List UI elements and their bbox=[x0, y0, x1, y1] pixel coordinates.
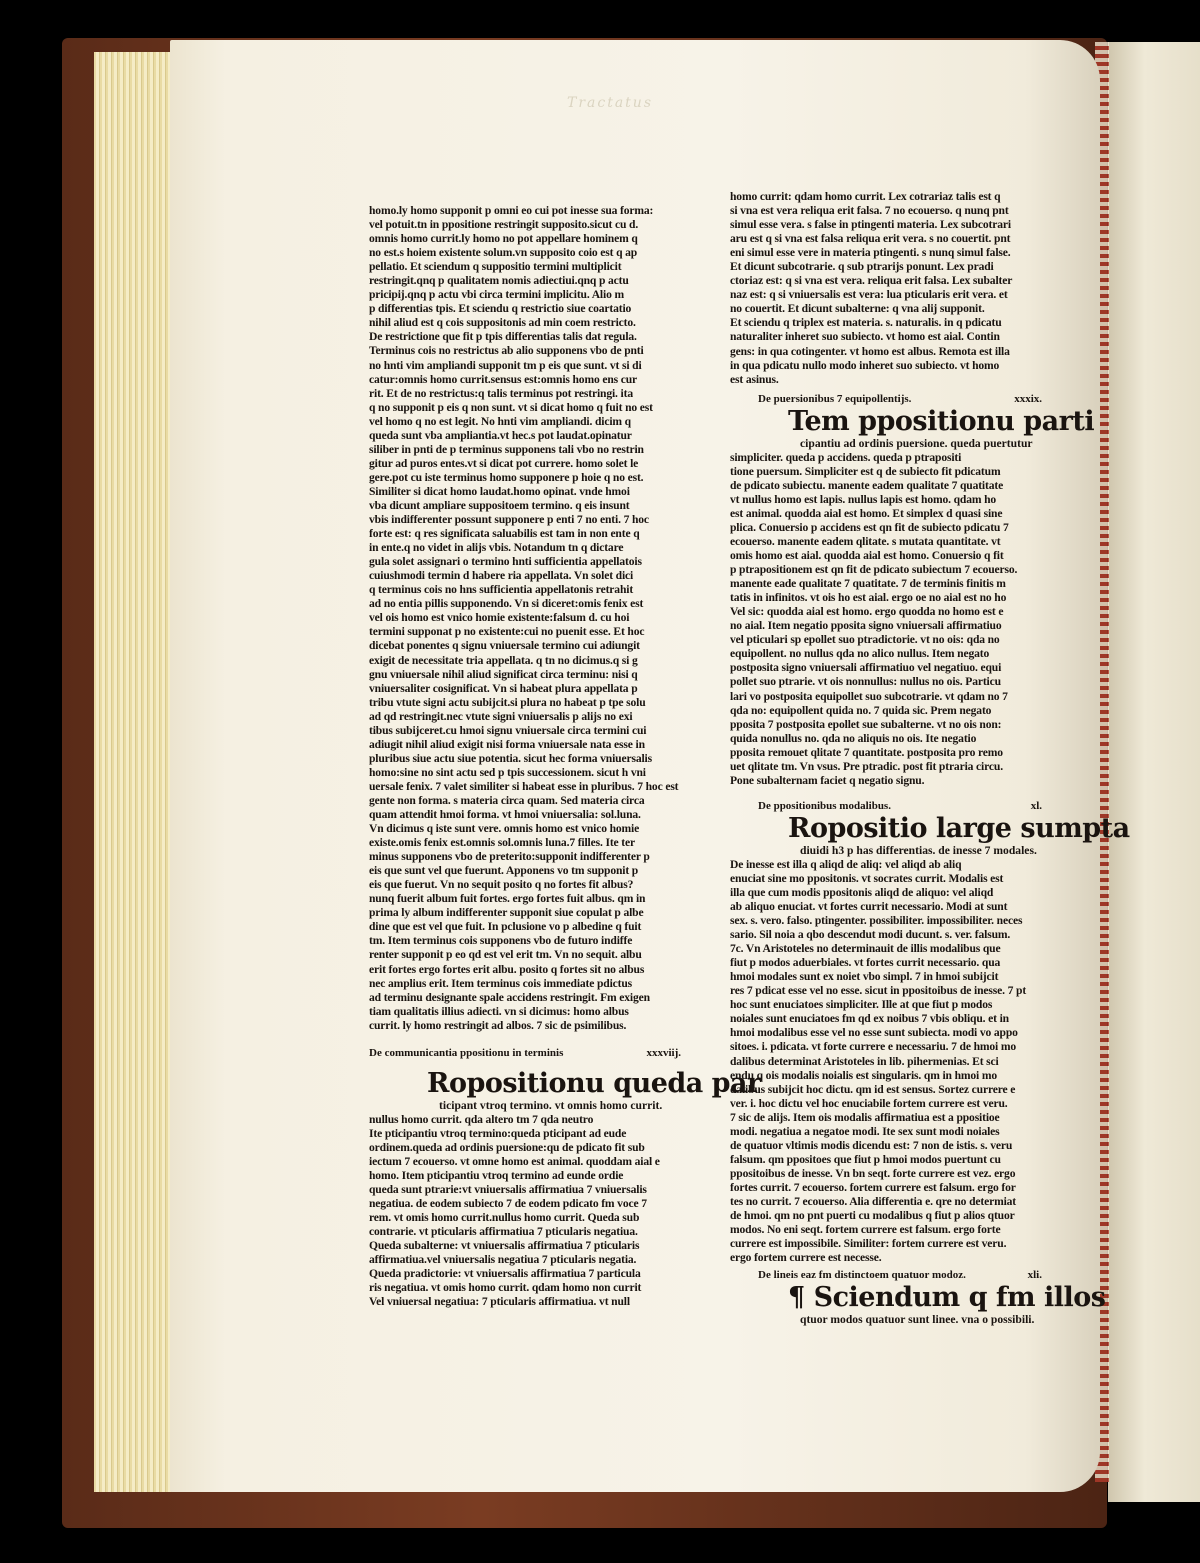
text-line: rem. vt omis homo currit.nullus homo currit. Queda sub bbox=[369, 1211, 640, 1225]
text-line: fortes currit. 7 ecouerso. fortem currere est falsum. ergo for bbox=[730, 1180, 1016, 1194]
text-line: tibus subijceret.cu hmoi signu vniuersale circa termini cui bbox=[369, 723, 647, 737]
text-line: vel homo q no est legit. No hnti vim ampliandi. dicim q bbox=[369, 414, 631, 428]
text-line: in qua pdicatu nullo modo inheret suo subiecto. vt homo bbox=[730, 358, 1000, 372]
text-line: postposita signo vniuersali affirmatiuo vel negatiuo. equi bbox=[730, 661, 1002, 675]
text-line: de quatuor vltimis modis dicendu est: 7 non de istis. s. veru bbox=[730, 1138, 1013, 1152]
running-head: Tractatus bbox=[566, 95, 654, 111]
text-line: De inesse est illa q aliqd de aliq: vel aliqd ab aliq bbox=[730, 857, 962, 871]
text-line: gens: in qua cotingenter. vt homo est albus. Remota est illa bbox=[730, 344, 1010, 358]
text-line: manente eade qualitate 7 quatitate. 7 de terminis finitis m bbox=[730, 577, 1006, 591]
text-line: ordinem.queda ad ordinis puersione:qu de pdicato fit sub bbox=[369, 1140, 645, 1154]
text-line: homo currit: qdam homo currit. Lex cotrariaz talis est q bbox=[730, 190, 1001, 203]
section-heading-1 bbox=[730, 391, 1042, 407]
text-line: erit fortes ergo fortes erit albu. posito q fortes sit no albus bbox=[369, 962, 645, 976]
text-line: ver. i. hoc dictu vel hoc enuciabile fortem currere est veru. bbox=[730, 1096, 1008, 1110]
text-line: cuiushmodi termin d habere ria appellata. Vn solet dici bbox=[369, 569, 634, 583]
text-line: contrarie. vt pticularis affirmatiua 7 pticularis negatiua. bbox=[369, 1225, 638, 1239]
chapter-heading bbox=[369, 1067, 761, 1099]
text-line: gitur ad puros entes.vt si dicat pot currere. homo solet le bbox=[369, 456, 639, 470]
text-line: sex. s. vero. falso. ptingenter. possibiliter. impossibiliter. neces bbox=[730, 914, 1023, 928]
text-line: de pdicato subiectu. manente eadem qualitate 7 quatitate bbox=[730, 478, 1004, 492]
text-line: tiam qualitatis illius adiecti. vn si dicimus: homo albus bbox=[369, 1004, 629, 1018]
text-line: no couertit. Et dicunt subalterne: q vna alij supponit. bbox=[730, 302, 985, 316]
left-text-block bbox=[369, 204, 681, 1033]
text-line: homo. Item pticipantiu vtroq termino ad eunde ordie bbox=[369, 1169, 624, 1182]
text-line: negatiua. de eodem subiecto 7 de eodem pdicato fm voce 7 bbox=[369, 1197, 647, 1211]
text-line: hmoi modalibus esse vel no esse sunt subiecta. modi vo appo bbox=[730, 1026, 1018, 1040]
text-line: modi. negatiua a negatoe modi. Ite sex sunt modi noiales bbox=[730, 1124, 1000, 1138]
text-line: termini supponat p no existente:cui no puenit esse. Et hoc bbox=[369, 625, 645, 639]
section-heading-2 bbox=[730, 798, 1042, 814]
text-line: Terminus cois no restrictus ab alio supponens vbo de pnti bbox=[369, 344, 644, 358]
text-line: Vn dicimus q iste sunt vere. omnis homo est vnico homie bbox=[369, 822, 640, 836]
text-line: gente non forma. s materia circa quam. Sed materia circa bbox=[369, 793, 645, 807]
text-line: p ptrapositionem est qn fit de pdicato subiectum 7 ecouerso. bbox=[730, 563, 1018, 577]
text-line: pluribus siue actu siue potentia. sicut hec forma vniuersalis bbox=[369, 751, 652, 765]
right-text-block-3 bbox=[730, 858, 1042, 1265]
heading-continuation-2: diuidi h3 p has differentias. de inesse 7 modales. bbox=[800, 843, 1037, 857]
text-line: de hmoi. qm no pnt puerti cu modalibus q fiut p alios qtuor bbox=[730, 1209, 1015, 1223]
text-line: queda sunt ptrarie:vt vniuersalis affirmatiua 7 vniuersalis bbox=[369, 1183, 647, 1197]
section-heading-3 bbox=[730, 1267, 1042, 1283]
text-line: currere est impossibile. Similiter: fortem currere est veru. bbox=[730, 1237, 1007, 1251]
text-line: Et dicunt subcotrarie. q sub ptrarijs ponunt. Lex pradi bbox=[730, 260, 994, 274]
text-line: rit. Et de no restrictus:q talis terminus pot restringi. ita bbox=[369, 386, 633, 400]
text-line: nihil aliud est q cois suppositonis ad min coem restricto. bbox=[369, 316, 636, 330]
text-line: vbis indifferenter possunt supponere p enti 7 no enti. 7 hoc bbox=[369, 513, 649, 527]
text-line: homo:sine no sint actu sed p tpis successionem. sicut h vni bbox=[369, 765, 646, 779]
text-line: tes no currit. 7 ecouerso. Alia differentia e. qre no determiat bbox=[730, 1195, 1017, 1208]
text-line: noiales sunt enuciatoes fm qd ex noibus 7 vbis obliqu. et in bbox=[730, 1012, 1009, 1026]
text-line: renter supponit p eo qd est vel erit tm. Vn no sequit. albu bbox=[369, 948, 642, 962]
text-line: tm. Item terminus cois supponens vbo de futuro indiffe bbox=[369, 934, 633, 948]
text-line: ad terminu designante spale accidens restringit. Fm exigen bbox=[369, 990, 650, 1004]
text-line: uet qlitate tm. Vn vsus. Pre ptradic. post fit ptraria circu. bbox=[730, 759, 1003, 773]
text-line: dine que est vel que fuit. In pclusione vo p albedine q fuit bbox=[369, 920, 642, 934]
text-line: est asinus. bbox=[730, 372, 779, 386]
text-line: ab aliquo enuciat. vt fortes currit necessario. Modi at sunt bbox=[730, 900, 1008, 914]
text-line: homo.ly homo supponit p omni eo cui pot inesse sua forma: bbox=[369, 204, 654, 217]
text-line: plica. Conuersio p accidens est qn fit de subiecto pdicatu 7 bbox=[730, 520, 1009, 534]
text-line: ad no entia pillis supponendo. Vn si diceret:omis fenix est bbox=[369, 597, 644, 611]
text-line: De restrictione que fit p tpis differentias talis dat regula. bbox=[369, 330, 637, 344]
text-line: currit. ly homo restringit ad albos. 7 sic de psimilibus. bbox=[369, 1018, 627, 1032]
text-line: Vel vniuersal negatiua: 7 pticularis affirmatiua. vt null bbox=[369, 1295, 630, 1309]
text-line: no est.s hoiem existente solum.vn supposito coio est q ap bbox=[369, 246, 638, 260]
page-edges bbox=[94, 52, 172, 1492]
text-line: illa que cum modis ppositonis aliqd de aliquo: vel aliqd bbox=[730, 885, 994, 899]
text-line: nullus homo currit. qda altero tm 7 qda neutro bbox=[369, 1112, 594, 1126]
text-line: eis que fuerut. Vn no sequit posito q no fortes fit albus? bbox=[369, 878, 634, 892]
heading-continuation: ticipant vtroq termino. vt omnis homo currit. bbox=[439, 1098, 663, 1112]
text-line: in ente.q no videt in alijs vbis. Notandum tn q dictare bbox=[369, 541, 624, 555]
text-line: naz est: q si vniuersalis est vera: lua pticularis erit vera. et bbox=[730, 288, 1008, 302]
text-line: vel ois homo est vnico homie existente:falsum d. cu hoi bbox=[369, 611, 630, 625]
section-title: De communicantia ppositionu in terminis bbox=[369, 1046, 564, 1059]
text-line: no hnti vim ampliandi supponit tm p eis que sunt. vt si di bbox=[369, 358, 642, 372]
heading-continuation-1: cipantiu ad ordinis puersione. queda puertutur bbox=[800, 436, 1033, 450]
text-line: omnis homo currit.ly homo no pot appellare hominem q bbox=[369, 232, 638, 246]
text-line: vba dicunt ampliare suppositoem termino. q eis insunt bbox=[369, 498, 630, 512]
text-line: vniuersaliter cosignificat. Vn si habeat plura appellata p bbox=[369, 681, 638, 695]
text-line: sitoes. i. pdicata. vt forte currere e necessariu. 7 de hmoi mo bbox=[730, 1040, 1017, 1054]
text-line: queda sunt vba ampliantia.vt hec.s pot laudat.opinatur bbox=[369, 428, 632, 442]
text-line: vel pticulari sp epollet suo ptradictorie. vt no ois: qda no bbox=[730, 633, 1000, 647]
text-line: ppositoibus de inesse. Vn bn seqt. forte currere est vez. ergo bbox=[730, 1166, 1016, 1180]
text-line: pposita remouet qlitate 7 quantitate. postposita pro remo bbox=[730, 745, 1003, 759]
text-line: Ite pticipantiu vtroq termino:queda pticipant ad eude bbox=[369, 1126, 627, 1140]
facing-page-edge bbox=[1108, 42, 1200, 1502]
text-line: hoc sunt enuciatoes simpliciter. Ille at que fiut p modos bbox=[730, 998, 993, 1012]
right-text-block-2 bbox=[730, 451, 1042, 788]
text-line: si vna est vera reliqua erit falsa. 7 no ecouerso. q nunq pnt bbox=[730, 204, 1009, 218]
text-line: pposita 7 postposita epollet sue subalterne. vt no ois non: bbox=[730, 717, 1002, 731]
text-line: gula solet assignari o termino hnti sufficientia appellatois bbox=[369, 555, 642, 569]
text-line: modos. No eni seqt. fortem currere est falsum. ergo forte bbox=[730, 1223, 1001, 1237]
chapter-heading-2 bbox=[730, 812, 1130, 844]
text-line: qda no: equipollent quida no. 7 quida sic. Prem negato bbox=[730, 703, 992, 717]
text-line: enuciat sine mo ppositonis. vt socrates currit. Modalis est bbox=[730, 871, 1004, 885]
text-line: p differentias tpis. Et sciendu q restrictio siue coartatio bbox=[369, 302, 632, 316]
text-line: minus supponens vbo de preterito:supponit indifferenter p bbox=[369, 850, 650, 864]
text-line: eis que sunt vel que fuerunt. Apponens vo tm supponit p bbox=[369, 864, 639, 878]
text-line: ctoriaz est: q si vna est vera. reliqua erit falsa. Lex subalter bbox=[730, 274, 1013, 288]
text-line: falsum. qm ppositoes que fiut p hmoi modos puertunt cu bbox=[730, 1152, 1001, 1166]
section-number: xxxviij. bbox=[646, 1046, 681, 1059]
text-line: pollet suo ptrarie. vt ois nonnullus: nullus no ois. Particu bbox=[730, 675, 1001, 689]
text-line: uersale fenix. 7 valet similiter si habeat esse in pluribus. 7 hoc est bbox=[369, 779, 679, 793]
text-line: dicebat ponentes q signu vniuersale termino cui adiungit bbox=[369, 639, 640, 653]
text-line: equipollent. no nullus qda no alico nullus. Item negato bbox=[730, 647, 990, 661]
text-line: siliber in pnti de p terminus supponens tali vbo no restrin bbox=[369, 442, 644, 456]
text-line: Queda subalterne: vt vniuersalis affirmatiua 7 pticularis bbox=[369, 1239, 640, 1253]
text-line: omis homo est aial. quodda aial est homo. Conuersio q fit bbox=[730, 549, 1004, 563]
text-line: Similiter si dicat homo laudat.homo opinat. vnde hmoi bbox=[369, 484, 630, 498]
text-line: quida nonullus no. qda no aliquis no ois. Ite negatio bbox=[730, 731, 977, 745]
text-line: vel potuit.tn in ppositione restringit supposito.sicut cu d. bbox=[369, 218, 639, 232]
text-line: res 7 pdicat esse vel no esse. sicut in ppositoibus de inesse. 7 pt bbox=[730, 984, 1027, 998]
text-line: ecouerso. manente eadem qlitate. s mutata quantitate. vt bbox=[730, 534, 1001, 548]
section-title-1: De puersionibus 7 equipollentijs. bbox=[758, 392, 912, 405]
text-line: pricipij.qnq p actu vbi circa termini implicitu. Alio m bbox=[369, 288, 624, 302]
text-line: eni simul esse vere in materia ptingenti. s nunq simul false. bbox=[730, 246, 1011, 260]
text-line: dalibus determinat Aristoteles in lib. pihermenias. Et sci bbox=[730, 1054, 999, 1068]
text-line: aru est q si vna est falsa reliqua erit vera. s no couertit. pnt bbox=[730, 232, 1011, 246]
text-line: tribu vtute signi actu subijcit.si plura no habeat p tpe solu bbox=[369, 695, 646, 709]
text-line: nec amplius erit. Item terminus cois immediate pdictus bbox=[369, 976, 633, 990]
text-line: q terminus cois no hns sufficientia appellatonis retrahit bbox=[369, 583, 634, 597]
text-line: sario. Sil noia a qbo descendut modi ducunt. s. ver. falsum. bbox=[730, 928, 1011, 942]
chapter-heading-3-text: Sciendum q fm illos bbox=[813, 1282, 1106, 1314]
text-line: 7c. Vn Aristoteles no determinauit de illis modalibus que bbox=[730, 942, 1001, 956]
text-line: tione puersum. Simpliciter est q de subiecto fit pdicatum bbox=[730, 464, 1001, 478]
chapter-heading-1 bbox=[730, 405, 1095, 437]
text-line: pellatio. Et sciendum q suppositio termini multiplicit bbox=[369, 260, 622, 274]
section-number-3: xli. bbox=[1027, 1269, 1042, 1282]
right-text-block-1 bbox=[730, 190, 1042, 387]
section-number-2: xl. bbox=[1030, 799, 1042, 812]
section-title-3: De lineis eaz fm distinctoem quatuor modoz. bbox=[758, 1269, 966, 1282]
text-line: prima ly album indifferenter supponit siue copulat p albe bbox=[369, 906, 644, 920]
text-line: exigit de necessitate tria appellata. q tn no dicimus.q si g bbox=[369, 653, 638, 667]
text-line: quam attendit hmoi forma. vt hmoi vniuersalia: sol.luna. bbox=[369, 808, 641, 822]
text-line: catur:omnis homo currit.sensus est:omnis homo ens cur bbox=[369, 372, 638, 386]
text-line: forte est: q res significata saluabilis est tam in non ente q bbox=[369, 527, 640, 541]
text-line: restringit.qnq p qualitatem nomis adiectiui.qnq p actu bbox=[369, 274, 629, 288]
text-line: dalibus subijcit hoc dictu. qm id est sensus. Sortez currere e bbox=[730, 1082, 1016, 1096]
text-line: naturaliter inheret suo subiecto. vt homo est aial. Contin bbox=[730, 330, 1000, 344]
text-line: ad qd restringit.nec vtute signi vniuersalis p alijs no exi bbox=[369, 709, 633, 723]
section-heading bbox=[369, 1045, 681, 1061]
text-line: est animal. quodda aial est homo. Et simplex d quasi sine bbox=[730, 506, 1003, 520]
left-text-block-2 bbox=[369, 1113, 681, 1310]
text-line: gnu vniuersale nihil aliud significat circa terminu: nisi q bbox=[369, 667, 638, 681]
paragraph-mark: ¶ bbox=[788, 1282, 805, 1314]
heading-continuation-3: qtuor modos quatuor sunt linee. vna o possibili. bbox=[800, 1313, 1035, 1327]
chapter-heading-1-text: Tem ppositionu parti bbox=[788, 405, 1095, 437]
text-line: Et sciendu q triplex est materia. s. naturalis. in q pdicatu bbox=[730, 316, 1002, 330]
right-text-column bbox=[730, 190, 1130, 1327]
text-line: gere.pot cu iste terminus homo supponere p hoie q no est. bbox=[369, 470, 644, 484]
section-title-2: De ppositionibus modalibus. bbox=[758, 799, 891, 812]
text-line: no aial. Item negatio pposita signo vniuersali affirmatiuo bbox=[730, 619, 1002, 633]
text-line: lari vo postposita equipollet suo subcotrarie. vt qdam no 7 bbox=[730, 689, 1008, 703]
chapter-heading-3 bbox=[730, 1282, 1106, 1314]
text-line: simul esse vera. s false in ptingenti materia. Lex subcotrari bbox=[730, 218, 1011, 232]
text-line: nunq fuerit album fuit fortes. ergo fortes fuit albus. qm in bbox=[369, 892, 646, 906]
text-line: fiut p modos aduerbiales. vt fortes currit necessario. qua bbox=[730, 956, 1001, 970]
chapter-heading-text: Ropositionu queda par bbox=[427, 1067, 761, 1099]
chapter-heading-2-text: Ropositio large sumpta bbox=[788, 812, 1130, 844]
text-line: ris negatiua. vt omis homo currit. qdam homo non currit bbox=[369, 1281, 642, 1295]
text-line: 7 sic de alijs. Item ois modalis affirmatiua est a ppositioe bbox=[730, 1110, 1000, 1124]
text-line: iectum 7 ecouerso. vt omne homo est animal. quoddam aial e bbox=[369, 1154, 660, 1168]
text-line: hmoi modales sunt ex noiet vbo simpl. 7 in hmoi subijcit bbox=[730, 970, 999, 984]
text-line: adiugit nihil aliud exigit nisi forma vniuersale nata esse in bbox=[369, 737, 645, 751]
text-line: vt nullus homo est lapis. nullus lapis est homo. qdam ho bbox=[730, 492, 997, 506]
section-number-1: xxxix. bbox=[1014, 392, 1042, 405]
text-line: Vel sic: quodda aial est homo. ergo quodda no homo est e bbox=[730, 605, 1004, 619]
text-line: tatis in infinitos. vt ois ho est aial. ergo oe no aial est no ho bbox=[730, 591, 1007, 605]
text-line: simpliciter. queda p accidens. queda p ptrapositi bbox=[730, 450, 962, 464]
text-line: Pone subalternam faciet q negatio signu. bbox=[730, 773, 925, 787]
text-line: ergo fortem currere est necesse. bbox=[730, 1251, 882, 1265]
book-page bbox=[170, 40, 1130, 1492]
text-line: affirmatiua.vel vniuersalis negatiua 7 pticularis negatia. bbox=[369, 1253, 637, 1267]
text-line: Queda pradictorie: vt vniuersalis affirmatiua 7 particula bbox=[369, 1267, 641, 1281]
text-line: endu q ois modalis noialis est singularis. qm in hmoi mo bbox=[730, 1068, 998, 1082]
text-line: q no supponit p eis q non sunt. vt si dicat homo q fuit no est bbox=[369, 400, 653, 414]
text-line: existe.omis fenix est.omnis sol.omnis luna.7 filles. Ite ter bbox=[369, 836, 636, 850]
